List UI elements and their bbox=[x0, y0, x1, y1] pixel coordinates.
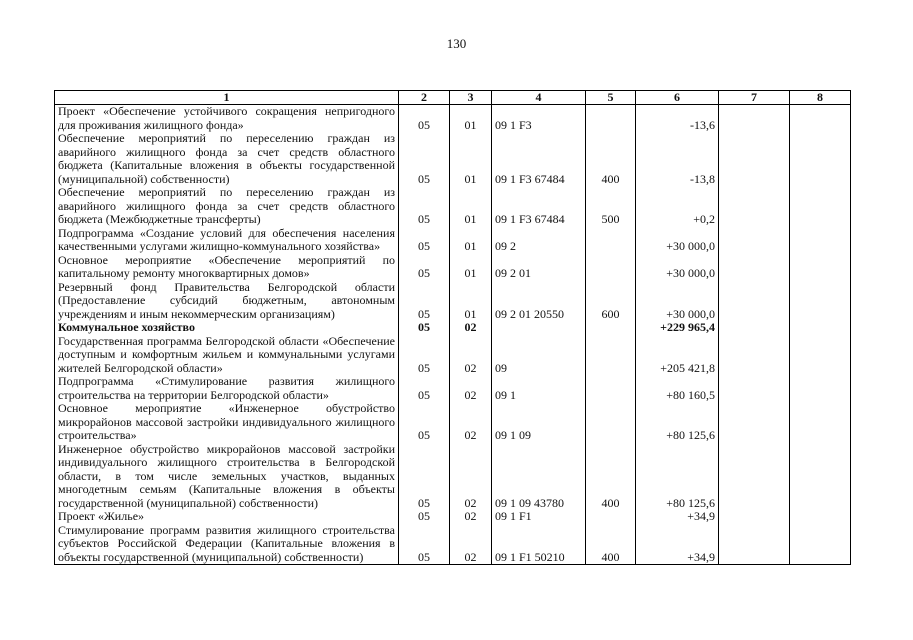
row-amount: -13,6 bbox=[636, 105, 719, 133]
table-row bbox=[55, 132, 851, 186]
row-expense-type bbox=[586, 510, 636, 524]
col-header-8: 8 bbox=[790, 91, 851, 105]
row-target-code: 09 2 bbox=[492, 227, 586, 254]
row-expense-type bbox=[586, 254, 636, 281]
row-col-8 bbox=[790, 375, 851, 402]
col-header-4: 4 bbox=[492, 91, 586, 105]
row-subsection: 02 bbox=[450, 335, 492, 376]
row-section: 05 bbox=[399, 186, 450, 227]
row-amount: +80 125,6 bbox=[636, 402, 719, 443]
row-name: Государственная программа Белгородской области «Обеспечение доступным и комфортным жильем и коммунальными услугами жителей Белгородской области» bbox=[55, 335, 399, 376]
row-subsection: 01 bbox=[450, 186, 492, 227]
row-expense-type bbox=[586, 227, 636, 254]
row-target-code: 09 1 F1 bbox=[492, 510, 586, 524]
row-amount: +34,9 bbox=[636, 524, 719, 565]
row-amount: -13,8 bbox=[636, 132, 719, 186]
row-target-code: 09 1 F1 50210 bbox=[492, 524, 586, 565]
row-expense-type: 600 bbox=[586, 281, 636, 322]
table-body bbox=[55, 105, 851, 565]
row-col-8 bbox=[790, 524, 851, 565]
col-header-2: 2 bbox=[399, 91, 450, 105]
row-expense-type bbox=[586, 402, 636, 443]
table-row bbox=[55, 227, 851, 254]
row-amount: +30 000,0 bbox=[636, 281, 719, 322]
table-row bbox=[55, 510, 851, 524]
table-row bbox=[55, 254, 851, 281]
page-number: 130 bbox=[446, 36, 467, 51]
row-expense-type bbox=[586, 375, 636, 402]
row-section: 05 bbox=[399, 402, 450, 443]
row-col-7 bbox=[719, 132, 790, 186]
row-name: Инженерное обустройство микрорайонов массовой застройки индивидуального жилищного строительства в Белгородской области, в том числе земельных участков, выданных многодетным семьям (Капитальные вложения в объекты государственной (муниципальной) собственности) bbox=[55, 443, 399, 511]
row-expense-type bbox=[586, 105, 636, 133]
col-header-3: 3 bbox=[450, 91, 492, 105]
row-col-7 bbox=[719, 321, 790, 335]
row-col-7 bbox=[719, 227, 790, 254]
row-col-7 bbox=[719, 105, 790, 133]
row-col-8 bbox=[790, 186, 851, 227]
row-subsection: 01 bbox=[450, 132, 492, 186]
row-target-code: 09 1 F3 bbox=[492, 105, 586, 133]
row-col-8 bbox=[790, 402, 851, 443]
table-row bbox=[55, 375, 851, 402]
row-subsection: 01 bbox=[450, 254, 492, 281]
row-subsection: 02 bbox=[450, 402, 492, 443]
row-amount: +0,2 bbox=[636, 186, 719, 227]
row-expense-type: 400 bbox=[586, 132, 636, 186]
row-subsection: 01 bbox=[450, 227, 492, 254]
row-subsection: 02 bbox=[450, 375, 492, 402]
row-col-7 bbox=[719, 443, 790, 511]
table-row bbox=[55, 524, 851, 565]
row-section: 05 bbox=[399, 132, 450, 186]
row-amount: +80 160,5 bbox=[636, 375, 719, 402]
row-section: 05 bbox=[399, 321, 450, 335]
header-row bbox=[55, 91, 851, 105]
row-col-8 bbox=[790, 132, 851, 186]
row-col-8 bbox=[790, 443, 851, 511]
row-subsection: 01 bbox=[450, 105, 492, 133]
row-col-8 bbox=[790, 227, 851, 254]
row-section: 05 bbox=[399, 443, 450, 511]
table-row bbox=[55, 402, 851, 443]
row-col-7 bbox=[719, 186, 790, 227]
row-name: Стимулирование программ развития жилищного строительства субъектов Российской Федерации (Капитальные вложения в объекты государственной (муниципальной) собственности) bbox=[55, 524, 399, 565]
row-expense-type bbox=[586, 321, 636, 335]
row-amount: +80 125,6 bbox=[636, 443, 719, 511]
row-target-code: 09 bbox=[492, 335, 586, 376]
row-col-8 bbox=[790, 510, 851, 524]
row-subsection: 02 bbox=[450, 443, 492, 511]
col-header-5: 5 bbox=[586, 91, 636, 105]
row-name: Обеспечение мероприятий по переселению граждан из аварийного жилищного фонда за счет средств областного бюджета (Межбюджетные трансферты) bbox=[55, 186, 399, 227]
row-name: Проект «Обеспечение устойчивого сокращения непригодного для проживания жилищного фонда» bbox=[55, 105, 399, 133]
row-col-8 bbox=[790, 321, 851, 335]
row-section: 05 bbox=[399, 227, 450, 254]
row-section: 05 bbox=[399, 375, 450, 402]
row-section: 05 bbox=[399, 335, 450, 376]
row-target-code: 09 1 F3 67484 bbox=[492, 132, 586, 186]
row-name: Обеспечение мероприятий по переселению граждан из аварийного жилищного фонда за счет средств областного бюджета (Капитальные вложения в объекты государственной (муниципальной) собственности) bbox=[55, 132, 399, 186]
col-header-1: 1 bbox=[55, 91, 399, 105]
row-col-7 bbox=[719, 254, 790, 281]
row-name: Резервный фонд Правительства Белгородской области (Предоставление субсидий бюджетным, автономным учреждениям и иным некоммерческим организациям) bbox=[55, 281, 399, 322]
row-expense-type bbox=[586, 335, 636, 376]
row-target-code: 09 1 09 bbox=[492, 402, 586, 443]
row-expense-type: 400 bbox=[586, 443, 636, 511]
row-name: Основное мероприятие «Инженерное обустройство микрорайонов массовой застройки индивидуального жилищного строительства» bbox=[55, 402, 399, 443]
col-header-6: 6 bbox=[636, 91, 719, 105]
row-target-code: 09 2 01 20550 bbox=[492, 281, 586, 322]
row-amount: +34,9 bbox=[636, 510, 719, 524]
row-col-8 bbox=[790, 335, 851, 376]
row-amount: +229 965,4 bbox=[636, 321, 719, 335]
row-col-7 bbox=[719, 375, 790, 402]
row-amount: +205 421,8 bbox=[636, 335, 719, 376]
row-col-8 bbox=[790, 281, 851, 322]
row-amount: +30 000,0 bbox=[636, 227, 719, 254]
row-target-code: 09 1 F3 67484 bbox=[492, 186, 586, 227]
row-col-7 bbox=[719, 335, 790, 376]
col-header-7: 7 bbox=[719, 91, 790, 105]
table-row bbox=[55, 335, 851, 376]
row-amount: +30 000,0 bbox=[636, 254, 719, 281]
row-name: Основное мероприятие «Обеспечение мероприятий по капитальному ремонту многоквартирных домов» bbox=[55, 254, 399, 281]
row-section: 05 bbox=[399, 524, 450, 565]
table-row bbox=[55, 105, 851, 133]
row-subsection: 02 bbox=[450, 510, 492, 524]
row-subsection: 02 bbox=[450, 524, 492, 565]
row-section: 05 bbox=[399, 510, 450, 524]
row-name: Проект «Жилье» bbox=[55, 510, 399, 524]
row-expense-type: 500 bbox=[586, 186, 636, 227]
row-col-7 bbox=[719, 402, 790, 443]
row-name: Коммунальное хозяйство bbox=[55, 321, 399, 335]
row-target-code: 09 2 01 bbox=[492, 254, 586, 281]
row-target-code: 09 1 09 43780 bbox=[492, 443, 586, 511]
row-section: 05 bbox=[399, 105, 450, 133]
row-subsection: 01 bbox=[450, 281, 492, 322]
row-col-7 bbox=[719, 510, 790, 524]
table-row bbox=[55, 186, 851, 227]
table-row bbox=[55, 443, 851, 511]
row-col-8 bbox=[790, 105, 851, 133]
row-col-7 bbox=[719, 281, 790, 322]
table-row bbox=[55, 281, 851, 322]
row-name: Подпрограмма «Стимулирование развития жилищного строительства на территории Белгородской области» bbox=[55, 375, 399, 402]
table-row bbox=[55, 321, 851, 335]
row-target-code bbox=[492, 321, 586, 335]
row-col-7 bbox=[719, 524, 790, 565]
row-target-code: 09 1 bbox=[492, 375, 586, 402]
row-subsection: 02 bbox=[450, 321, 492, 335]
row-expense-type: 400 bbox=[586, 524, 636, 565]
row-col-8 bbox=[790, 254, 851, 281]
row-name: Подпрограмма «Создание условий для обеспечения населения качественными услугами жилищно-коммунального хозяйства» bbox=[55, 227, 399, 254]
row-section: 05 bbox=[399, 281, 450, 322]
budget-table bbox=[54, 90, 851, 565]
row-section: 05 bbox=[399, 254, 450, 281]
